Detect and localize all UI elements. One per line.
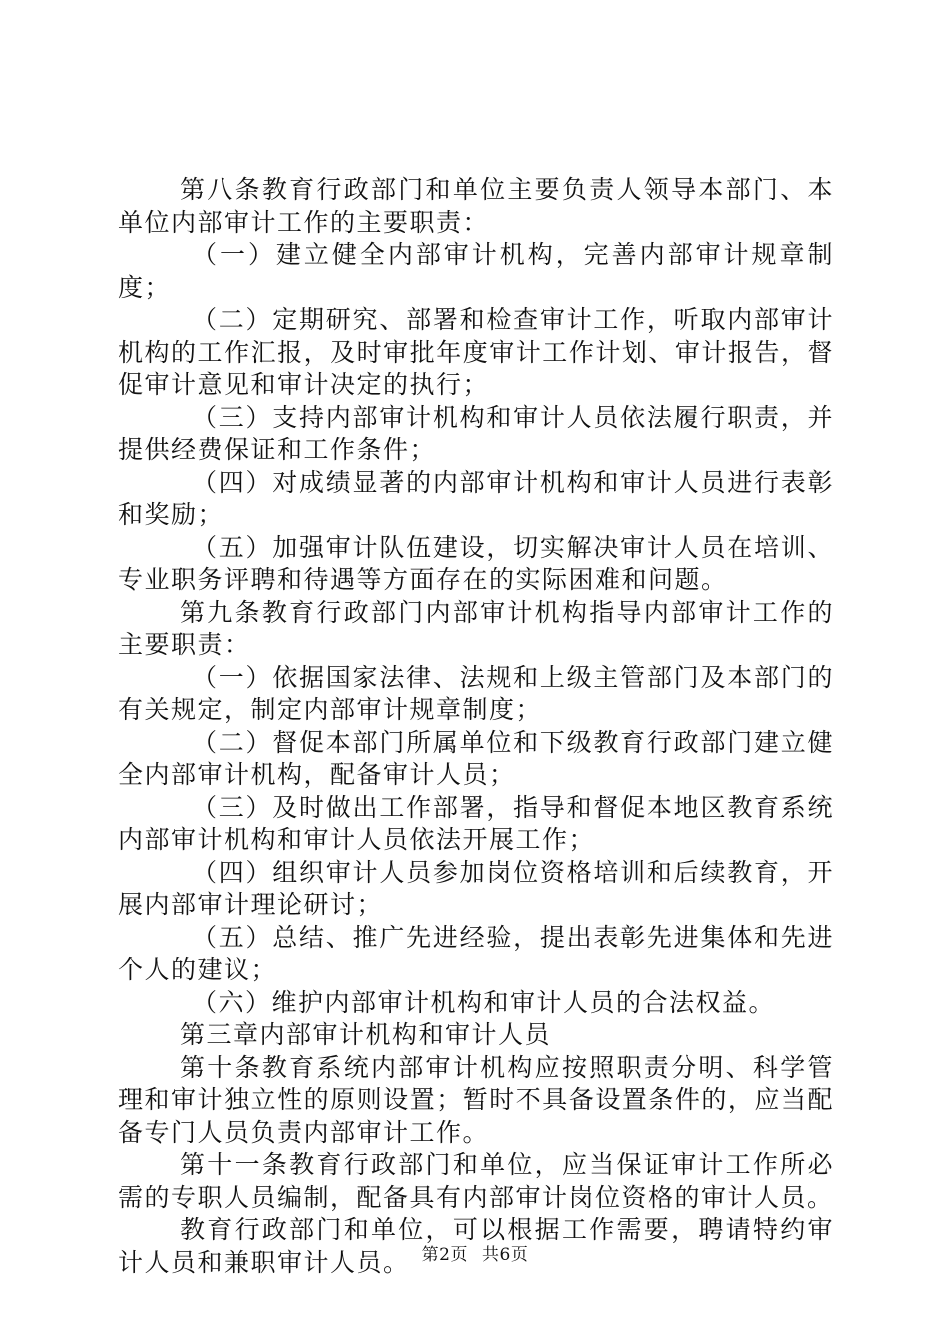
paragraph-article-9: 第九条教育行政部门内部审计机构指导内部审计工作的主要职责：	[118, 597, 834, 659]
paragraph-article-11: 第十一条教育行政部门和单位，应当保证审计工作所必需的专职人员编制，配备具有内部审计岗位资格的审计人员。	[118, 1150, 834, 1212]
paragraph-article-9-item-4: （四）组织审计人员参加岗位资格培训和后续教育，开展内部审计理论研讨；	[118, 857, 834, 919]
paragraph-article-9-item-5: （五）总结、推广先进经验，提出表彰先进集体和先进个人的建议；	[118, 922, 834, 984]
paragraph-article-8-item-4: （四）对成绩显著的内部审计机构和审计人员进行表彰和奖励；	[118, 467, 834, 529]
paragraph-article-9-item-1: （一）依据国家法律、法规和上级主管部门及本部门的有关规定，制定内部审计规章制度；	[118, 662, 834, 724]
document-body	[118, 174, 834, 1279]
page-total: 共6页	[482, 1245, 529, 1265]
page-footer	[0, 1244, 950, 1266]
paragraph-article-10: 第十条教育系统内部审计机构应按照职责分明、科学管理和审计独立性的原则设置；暂时不具备设置条件的，应当配备专门人员负责内部审计工作。	[118, 1052, 834, 1147]
paragraph-article-11-supplement: 教育行政部门和单位，可以根据工作需要，聘请特约审计人员和兼职审计人员。	[118, 1215, 834, 1277]
paragraph-article-9-item-2: （二）督促本部门所属单位和下级教育行政部门建立健全内部审计机构，配备审计人员；	[118, 727, 834, 789]
paragraph-article-9-item-3: （三）及时做出工作部署，指导和督促本地区教育系统内部审计机构和审计人员依法开展工作；	[118, 792, 834, 854]
paragraph-article-8-item-3: （三）支持内部审计机构和审计人员依法履行职责，并提供经费保证和工作条件；	[118, 402, 834, 464]
paragraph-article-8: 第八条教育行政部门和单位主要负责人领导本部门、本单位内部审计工作的主要职责：	[118, 175, 834, 237]
paragraph-article-8-item-1: （一）建立健全内部审计机构，完善内部审计规章制度；	[118, 240, 834, 302]
chapter-heading: 第三章内部审计机构和审计人员	[180, 1020, 552, 1049]
page-number: 第2页	[421, 1245, 468, 1265]
paragraph-article-8-item-5: （五）加强审计队伍建设，切实解决审计人员在培训、专业职务评聘和待遇等方面存在的实际困难和问题。	[118, 532, 834, 594]
paragraph-article-9-item-6: （六）维护内部审计机构和审计人员的合法权益。	[192, 987, 776, 1017]
paragraph-article-8-item-2: （二）定期研究、部署和检查审计工作，听取内部审计机构的工作汇报，及时审批年度审计工作计划、审计报告，督促审计意见和审计决定的执行；	[118, 305, 834, 399]
